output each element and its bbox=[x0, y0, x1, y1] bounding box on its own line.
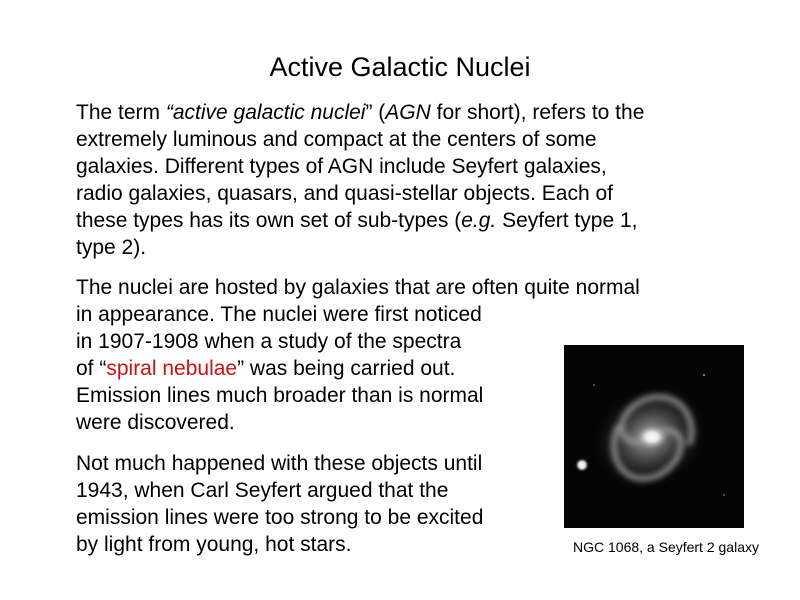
background-star bbox=[723, 494, 725, 496]
text-line: Emission lines much broader than is normal bbox=[76, 384, 484, 407]
text-run: ” was being carried out. bbox=[237, 357, 456, 380]
foreground-star bbox=[575, 458, 589, 472]
paragraph-agn-definition bbox=[76, 99, 756, 261]
italic-term: “active galactic nuclei bbox=[165, 101, 366, 124]
text-line bbox=[76, 99, 756, 126]
highlighted-term: spiral nebulae bbox=[106, 357, 238, 380]
text-run: Seyfert type 1, bbox=[496, 209, 638, 232]
galaxy-photo bbox=[564, 345, 744, 528]
text-line: emission lines were too strong to be excited bbox=[76, 506, 484, 529]
text-run: The term bbox=[76, 101, 166, 124]
background-star bbox=[703, 374, 705, 376]
background-star bbox=[593, 384, 595, 386]
text-line: in 1907-1908 when a study of the spectra bbox=[76, 330, 462, 353]
text-line: Not much happened with these objects until bbox=[76, 452, 483, 475]
text-line: extremely luminous and compact at the centers of some bbox=[76, 128, 597, 151]
text-line: were discovered. bbox=[76, 411, 235, 434]
text-line: The nuclei are hosted by galaxies that are often quite normal bbox=[76, 276, 640, 299]
text-line: galaxies. Different types of AGN include Seyfert galaxies, bbox=[76, 155, 607, 178]
text-line: 1943, when Carl Seyfert argued that the bbox=[76, 479, 449, 502]
text-line: type 2). bbox=[76, 236, 147, 259]
text-run: of “ bbox=[76, 357, 107, 380]
text-run: these types has its own set of sub-types ( bbox=[76, 209, 462, 232]
italic-eg: e.g. bbox=[461, 209, 497, 232]
text-run: for short), refers to the bbox=[430, 101, 645, 124]
text-line: by light from young, hot stars. bbox=[76, 533, 352, 556]
paragraph-seyfert bbox=[76, 450, 556, 558]
text-run: ” ( bbox=[365, 101, 386, 124]
slide-title: Active Galactic Nuclei bbox=[269, 52, 531, 82]
text-line bbox=[76, 207, 756, 234]
text-line: radio galaxies, quasars, and quasi-stellar objects. Each of bbox=[76, 182, 613, 205]
italic-abbreviation: AGN bbox=[385, 101, 431, 124]
image-caption: NGC 1068, a Seyfert 2 galaxy bbox=[573, 539, 759, 555]
text-line: in appearance. The nuclei were first noticed bbox=[76, 303, 482, 326]
galaxy-nucleus bbox=[636, 425, 668, 449]
